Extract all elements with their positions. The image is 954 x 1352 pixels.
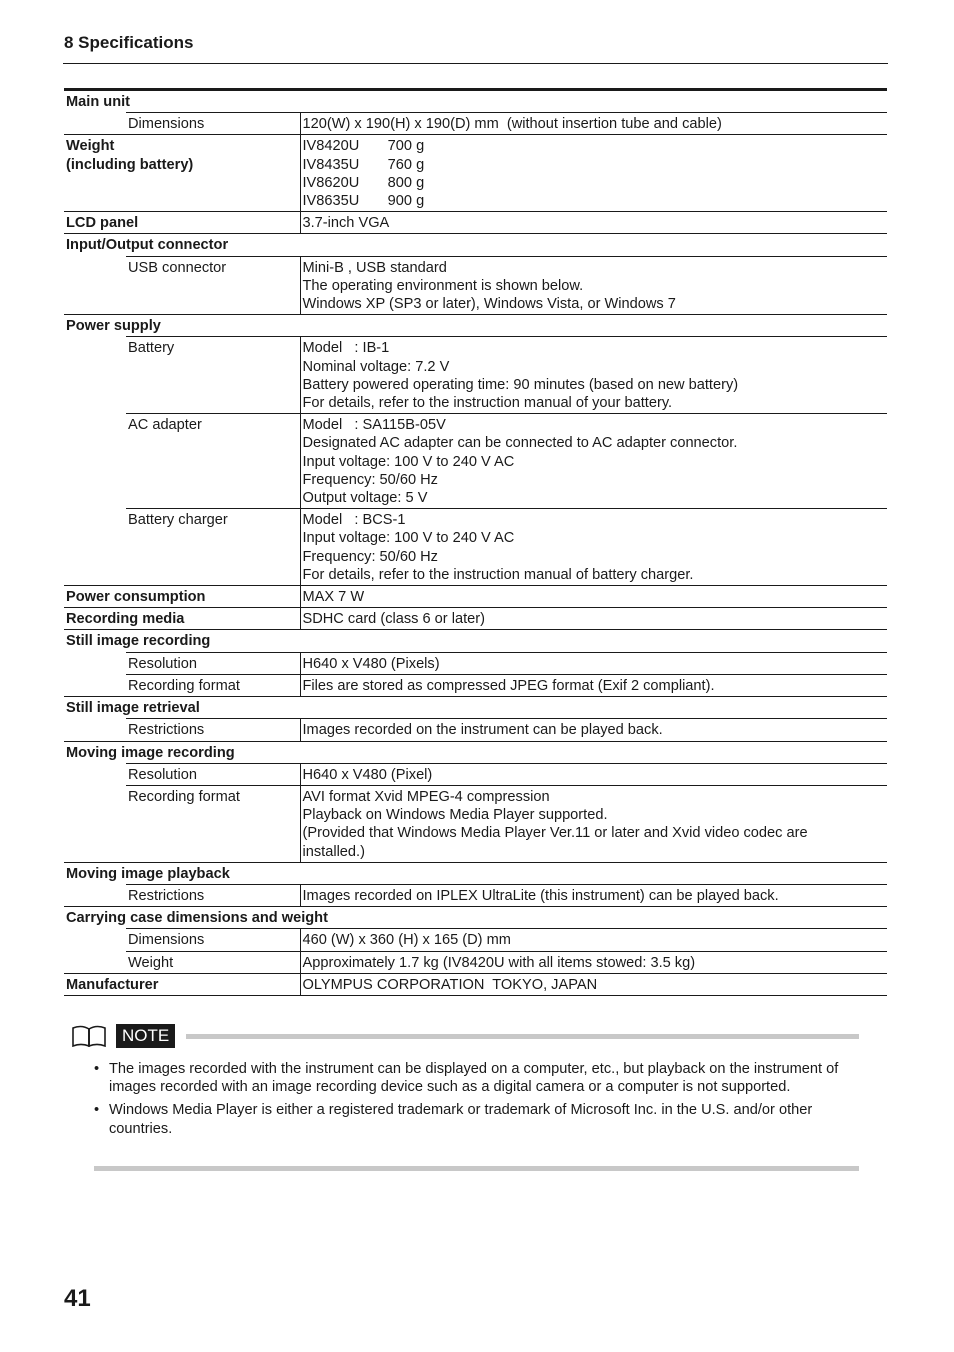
- spec-subitem-label: Dimensions: [126, 929, 300, 951]
- spec-indent: [64, 763, 126, 785]
- spec-indent: [64, 951, 126, 973]
- note-box: [64, 1020, 864, 1180]
- spec-value-line: IV8435U 760 g: [302, 156, 425, 173]
- spec-indent: [64, 785, 126, 862]
- spec-value: [300, 763, 887, 785]
- spec-value-line: Windows XP (SP3 or later), Windows Vista, or Windows 7: [302, 296, 676, 313]
- spec-indent: [64, 929, 126, 951]
- spec-value-line: Files are stored as compressed JPEG format (Exif 2 compliant).: [302, 677, 715, 694]
- spec-row: [64, 315, 887, 337]
- spec-value: [300, 113, 887, 135]
- note-item: [94, 1101, 854, 1137]
- spec-row: [64, 862, 887, 884]
- spec-subitem-label: Restrictions: [126, 719, 300, 741]
- spec-value-line: For details, refer to the instruction manual of battery charger.: [302, 566, 694, 583]
- spec-subitem-label: Battery: [126, 337, 300, 414]
- spec-value: [300, 652, 887, 674]
- spec-row: [64, 719, 887, 741]
- spec-value-line: IV8620U 800 g: [302, 174, 425, 191]
- spec-value-line: Output voltage: 5 V: [302, 490, 428, 507]
- spec-value-line: Model : IB-1: [302, 340, 390, 357]
- spec-category-label: Still image retrieval: [66, 700, 200, 717]
- spec-value-line: Input voltage: 100 V to 240 V AC: [302, 453, 515, 470]
- spec-value-line: Model : BCS-1: [302, 512, 406, 529]
- spec-value: [300, 719, 887, 741]
- spec-value: [300, 586, 887, 608]
- spec-value: [300, 509, 887, 586]
- spec-indent: [64, 884, 126, 906]
- spec-row: [64, 951, 887, 973]
- spec-value-line: Frequency: 50/60 Hz: [302, 471, 438, 488]
- spec-row: [64, 929, 887, 951]
- spec-value-line: The operating environment is shown below.: [302, 277, 584, 294]
- spec-indent: [64, 509, 126, 586]
- spec-value-line: Nominal voltage: 7.2 V: [302, 358, 450, 375]
- spec-value-line: installed.): [302, 843, 365, 860]
- spec-value-line: For details, refer to the instruction manual of your battery.: [302, 395, 673, 412]
- spec-value: [300, 951, 887, 973]
- spec-value-line: AVI format Xvid MPEG-4 compression: [302, 788, 550, 805]
- spec-subitem-label: Recording format: [126, 674, 300, 696]
- spec-subitem-label: Resolution: [126, 763, 300, 785]
- spec-row: [64, 90, 887, 113]
- spec-category-label: Moving image recording: [66, 744, 235, 761]
- spec-subitem-label: Restrictions: [126, 884, 300, 906]
- spec-row: [64, 608, 887, 630]
- specifications-table: [64, 88, 887, 996]
- spec-row: [64, 652, 887, 674]
- note-item-text: Windows Media Player is either a registered trademark or trademark of Microsoft Inc. in the U.S. and/or other countries.: [109, 1102, 813, 1137]
- spec-value: [300, 929, 887, 951]
- spec-category-label: Carrying case dimensions and weight: [66, 910, 328, 927]
- spec-subitem-label: Dimensions: [126, 113, 300, 135]
- spec-category-label: LCD panel: [66, 215, 139, 232]
- spec-value-line: (Provided that Windows Media Player Ver.11 or later and Xvid video codec are: [302, 825, 808, 842]
- spec-subitem-label: Battery charger: [126, 509, 300, 586]
- spec-value: [300, 337, 887, 414]
- spec-value-line: Model : SA115B-05V: [302, 417, 446, 434]
- spec-category-label: Power consumption: [66, 589, 206, 606]
- spec-value-line: IV8420U 700 g: [302, 138, 425, 155]
- spec-category-label: Manufacturer: [66, 976, 159, 993]
- spec-value: [300, 256, 887, 315]
- spec-value: [300, 608, 887, 630]
- spec-value-line: H640 x V480 (Pixel): [302, 766, 433, 783]
- spec-row: [64, 697, 887, 719]
- spec-category-label: Recording media: [66, 611, 185, 628]
- spec-row: [64, 630, 887, 652]
- note-bottom-bar: [94, 1166, 859, 1171]
- spec-value-line: Approximately 1.7 kg (IV8420U with all items stowed: 3.5 kg): [302, 954, 696, 971]
- spec-indent: [64, 652, 126, 674]
- spec-subitem-label: Resolution: [126, 652, 300, 674]
- spec-row: [64, 907, 887, 929]
- note-item-text: The images recorded with the instrument can be displayed on a computer, etc., but playback on the instrument of images recorded with an image recording device such as a digital camera or a computer is not supported.: [109, 1061, 839, 1096]
- spec-row: [64, 973, 887, 995]
- spec-value-line: Playback on Windows Media Player supported.: [302, 807, 608, 824]
- spec-row: [64, 763, 887, 785]
- spec-indent: [64, 719, 126, 741]
- spec-row: [64, 113, 887, 135]
- spec-row: [64, 884, 887, 906]
- spec-value-line: 120(W) x 190(H) x 190(D) mm (without insertion tube and cable): [302, 116, 722, 133]
- spec-value-line: Input voltage: 100 V to 240 V AC: [302, 530, 515, 547]
- spec-subitem-label: Recording format: [126, 785, 300, 862]
- spec-value-line: OLYMPUS CORPORATION TOKYO, JAPAN: [302, 976, 598, 993]
- spec-value: [300, 414, 887, 509]
- spec-category-label: Input/Output connector: [66, 237, 229, 254]
- note-item: [94, 1060, 854, 1096]
- section-title: 8 Specifications: [64, 33, 194, 52]
- spec-row: [64, 509, 887, 586]
- spec-value: [300, 785, 887, 862]
- spec-value-line: MAX 7 W: [302, 589, 365, 606]
- spec-value-line: 3.7-inch VGA: [302, 215, 390, 232]
- spec-value-line: 460 (W) x 360 (H) x 165 (D) mm: [302, 932, 511, 949]
- spec-value: [300, 884, 887, 906]
- spec-subitem-label: Weight: [126, 951, 300, 973]
- spec-value-line: SDHC card (class 6 or later): [302, 611, 485, 628]
- spec-value-line: H640 x V480 (Pixels): [302, 655, 440, 672]
- spec-value: [300, 135, 887, 212]
- spec-value: [300, 674, 887, 696]
- book-icon: [72, 1025, 106, 1047]
- spec-row: [64, 785, 887, 862]
- spec-subitem-label: USB connector: [126, 256, 300, 315]
- spec-row: [64, 212, 887, 234]
- note-badge: NOTE: [116, 1024, 175, 1048]
- spec-value-line: IV8635U 900 g: [302, 193, 425, 210]
- spec-row: [64, 256, 887, 315]
- spec-row: [64, 414, 887, 509]
- spec-indent: [64, 414, 126, 509]
- spec-indent: [64, 256, 126, 315]
- specifications-table-body: [64, 90, 887, 996]
- spec-category-label: Main unit: [66, 94, 131, 110]
- spec-category-label: Moving image playback: [66, 865, 230, 882]
- page-number: 41: [64, 1285, 91, 1312]
- spec-indent: [64, 113, 126, 135]
- spec-row: [64, 741, 887, 763]
- spec-row: [64, 337, 887, 414]
- bullet-icon: •: [94, 1102, 100, 1119]
- spec-value-line: Images recorded on the instrument can be played back.: [302, 722, 663, 739]
- spec-value-line: Battery powered operating time: 90 minutes (based on new battery): [302, 376, 739, 393]
- note-top-bar: [186, 1034, 859, 1039]
- header-divider: [63, 63, 888, 64]
- spec-value: [300, 973, 887, 995]
- spec-row: [64, 234, 887, 256]
- spec-value-line: Designated AC adapter can be connected to AC adapter connector.: [302, 435, 738, 452]
- spec-row: [64, 674, 887, 696]
- spec-row: [64, 586, 887, 608]
- spec-row: [64, 135, 887, 212]
- spec-indent: [64, 674, 126, 696]
- spec-value: [300, 212, 887, 234]
- spec-subitem-label: AC adapter: [126, 414, 300, 509]
- note-list: [94, 1060, 854, 1143]
- spec-category-label: Power supply: [66, 318, 161, 335]
- spec-value-line: Mini-B , USB standard: [302, 259, 447, 276]
- spec-category-label: Still image recording: [66, 633, 211, 650]
- spec-category-label: Weight (including battery): [66, 138, 194, 173]
- spec-value-line: Frequency: 50/60 Hz: [302, 548, 438, 565]
- spec-value-line: Images recorded on IPLEX UltraLite (this instrument) can be played back.: [302, 887, 779, 904]
- bullet-icon: •: [94, 1061, 100, 1077]
- spec-indent: [64, 337, 126, 414]
